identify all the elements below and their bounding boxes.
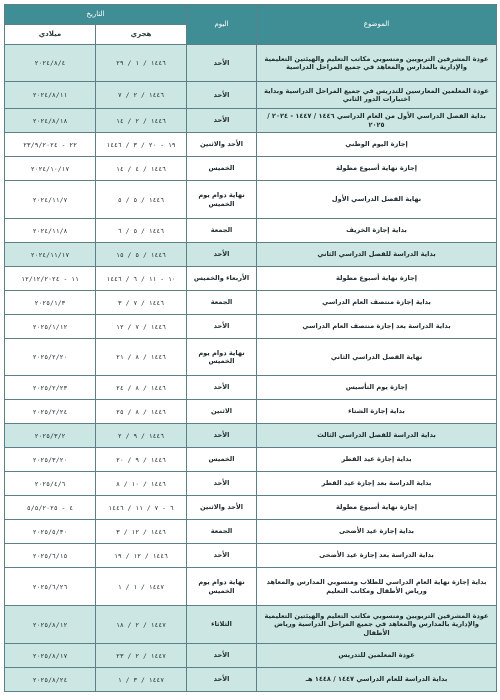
- gregorian-date-cell: ٢٠٢٥/٨/١٢: [5, 606, 96, 644]
- table-row: [5, 668, 497, 692]
- hijri-date-cell: ١٤٤٦ / ٤ / ١٤: [96, 157, 187, 181]
- day-cell: الخميس: [187, 157, 257, 181]
- gregorian-date-cell: ٢٠٢٥/٥/٣٠: [5, 520, 96, 544]
- day-cell: الجمعة: [187, 219, 257, 243]
- hijri-date-cell: ١٤٤٦ / ٨ / ٢٥: [96, 400, 187, 424]
- header-day: اليوم: [187, 5, 257, 45]
- event-cell: إجازة اليوم الوطني: [257, 133, 497, 157]
- table-row: [5, 339, 497, 376]
- hijri-date-cell: ١٤٤٦ / ١٢ / ٣: [96, 520, 187, 544]
- hijri-date-cell: ١٤٤٦ / ٢ / ٧: [96, 82, 187, 109]
- day-cell: الأحد: [187, 668, 257, 692]
- day-cell: الاثنين: [187, 400, 257, 424]
- header-hijri: هجري: [96, 25, 187, 45]
- gregorian-date-cell: ١١ - ١٢/١٢/٢٠٢٤: [5, 267, 96, 291]
- day-cell: الأحد: [187, 544, 257, 568]
- event-cell: إجازة نهاية أسبوع مطولة: [257, 267, 497, 291]
- table-row: [5, 568, 497, 606]
- academic-calendar-table: [4, 4, 497, 692]
- hijri-date-cell: ١٤٤٧ / ٢ / ٢٣: [96, 644, 187, 668]
- day-cell: الخميس: [187, 448, 257, 472]
- event-cell: بداية إجازة عيد الفطر: [257, 448, 497, 472]
- day-cell: الأحد: [187, 376, 257, 400]
- day-cell: الأحد: [187, 109, 257, 133]
- day-cell: الأحد: [187, 243, 257, 267]
- day-cell: نهاية دوام يوم الخميس: [187, 181, 257, 219]
- calendar-rows: [5, 45, 497, 692]
- event-cell: إجازة يوم التأسيس: [257, 376, 497, 400]
- day-cell: الأحد والاثنين: [187, 133, 257, 157]
- hijri-date-cell: ١٤٤٦ / ٨ / ٢٤: [96, 376, 187, 400]
- hijri-date-cell: ٦ - ٧ / ١١ / ١٤٤٦: [96, 496, 187, 520]
- day-cell: الأحد والاثنين: [187, 496, 257, 520]
- gregorian-date-cell: ٢٠٢٥/٣/٢: [5, 424, 96, 448]
- table-row: [5, 315, 497, 339]
- header-gregorian: ميلادي: [5, 25, 96, 45]
- table-row: [5, 181, 497, 219]
- event-cell: بداية إجازة الخريف: [257, 219, 497, 243]
- hijri-date-cell: ١٩ - ٢٠ / ٣ / ١٤٤٦: [96, 133, 187, 157]
- table-row: [5, 448, 497, 472]
- gregorian-date-cell: ٢٠٢٥/٢/٢٣: [5, 376, 96, 400]
- hijri-date-cell: ١٤٤٧ / ٢ / ١٨: [96, 606, 187, 644]
- hijri-date-cell: ١٤٤٦ / ٥ / ٦: [96, 219, 187, 243]
- day-cell: الأحد: [187, 472, 257, 496]
- event-cell: عودة المعلمين المعارسين للتدريس في جميع المراحل الدراسية وبداية اختبارات الدور الثاني: [257, 82, 497, 109]
- day-cell: الأحد: [187, 644, 257, 668]
- event-cell: نهاية الفصل الدراسي الأول: [257, 181, 497, 219]
- event-cell: بداية الدراسة للفصل الدراسي الثاني: [257, 243, 497, 267]
- hijri-date-cell: ١٤٤٦ / ٨ / ٢١: [96, 339, 187, 376]
- hijri-date-cell: ١٤٤٦ / ١ / ٢٩: [96, 45, 187, 82]
- gregorian-date-cell: ٢٠٢٥/٢/٢٤: [5, 400, 96, 424]
- table-row: [5, 82, 497, 109]
- event-cell: إجازة نهاية أسبوع مطولة: [257, 496, 497, 520]
- table-row: [5, 219, 497, 243]
- table-row: [5, 157, 497, 181]
- gregorian-date-cell: ٢٠٢٤/١٠/١٧: [5, 157, 96, 181]
- event-cell: بداية الفصل الدراسي الأول من العام الدراسي ١٤٤٦ / ١٤٤٧ - ٢٠٢٤ / ٢٠٢٥: [257, 109, 497, 133]
- event-cell: بداية الدراسة بعد إجازة عيد الفطر: [257, 472, 497, 496]
- gregorian-date-cell: ٢٠٢٤/٨/١٨: [5, 109, 96, 133]
- table-row: [5, 291, 497, 315]
- gregorian-date-cell: ٢٠٢٥/١/٣: [5, 291, 96, 315]
- hijri-date-cell: ١٤٤٧ / ١ / ١: [96, 568, 187, 606]
- day-cell: الأحد: [187, 424, 257, 448]
- event-cell: عودة المشرفين التربويين ومنسوبي مكاتب التعليم والهيئتين التعليمية والإدارية بالمدارس والمعاهد في جميع المراحل الدراسية ورياض الأطفال: [257, 606, 497, 644]
- table-row: [5, 544, 497, 568]
- event-cell: بداية الدراسة للفصل الدراسي الثالث: [257, 424, 497, 448]
- table-row: [5, 243, 497, 267]
- event-cell: بداية الدراسة بعد إجازة عيد الأضحى: [257, 544, 497, 568]
- table-row: [5, 424, 497, 448]
- event-cell: عودة المعلمين للتدريس: [257, 644, 497, 668]
- day-cell: الجمعة: [187, 291, 257, 315]
- hijri-date-cell: ١٤٤٦ / ٥ / ٥: [96, 181, 187, 219]
- gregorian-date-cell: ٢٠٢٥/٨/٢٤: [5, 668, 96, 692]
- event-cell: بداية الدراسة للعام الدراسي ١٤٤٧ / ١٤٤٨ هـ: [257, 668, 497, 692]
- event-cell: بداية إجازة نهاية العام الدراسي للطلاب ومنسوبي المدارس والمعاهد ورياض الأطفال ومكاتب التعليم: [257, 568, 497, 606]
- event-cell: عودة المشرفين التربويين ومنسوبي مكاتب التعليم والهيئتين التعليمية والإدارية بالمدارس والمعاهد في جميع المراحل الدراسية: [257, 45, 497, 82]
- header-date: التاريخ: [5, 5, 187, 25]
- hijri-date-cell: ١٤٤٦ / ٥ / ١٥: [96, 243, 187, 267]
- gregorian-date-cell: ٢٠٢٥/٨/١٧: [5, 644, 96, 668]
- table-row: [5, 267, 497, 291]
- hijri-date-cell: ١٤٤٦ / ١٢ / ١٩: [96, 544, 187, 568]
- gregorian-date-cell: ٢٠٢٥/٤/٦: [5, 472, 96, 496]
- gregorian-date-cell: ٢٠٢٤/٨/٤: [5, 45, 96, 82]
- event-cell: بداية إجازة عيد الأضحى: [257, 520, 497, 544]
- day-cell: الجمعة: [187, 520, 257, 544]
- table-row: [5, 520, 497, 544]
- table-row: [5, 496, 497, 520]
- gregorian-date-cell: ٢٠٢٤/١١/٨: [5, 219, 96, 243]
- hijri-date-cell: ١٤٤٦ / ٩ / ٢٠: [96, 448, 187, 472]
- gregorian-date-cell: ٢٠٢٥/٦/١٥: [5, 544, 96, 568]
- table-row: [5, 133, 497, 157]
- hijri-date-cell: ١٠ - ١١ / ٦ / ١٤٤٦: [96, 267, 187, 291]
- gregorian-date-cell: ٢٠٢٥/٢/٢٠: [5, 339, 96, 376]
- day-cell: نهاية دوام يوم الخميس: [187, 568, 257, 606]
- hijri-date-cell: ١٤٤٧ / ٣ / ١: [96, 668, 187, 692]
- day-cell: نهاية دوام يوم الخميس: [187, 339, 257, 376]
- table-row: [5, 400, 497, 424]
- day-cell: الأحد: [187, 82, 257, 109]
- day-cell: الثلاثاء: [187, 606, 257, 644]
- gregorian-date-cell: ٢٠٢٥/٦/٢٦: [5, 568, 96, 606]
- day-cell: الأحد: [187, 315, 257, 339]
- hijri-date-cell: ١٤٤٦ / ٧ / ٣: [96, 291, 187, 315]
- gregorian-date-cell: ٤ - ٥/٥/٢٠٢٥: [5, 496, 96, 520]
- hijri-date-cell: ١٤٤٦ / ٢ / ١٤: [96, 109, 187, 133]
- hijri-date-cell: ١٤٤٦ / ١٠ / ٨: [96, 472, 187, 496]
- day-cell: الأربعاء والخميس: [187, 267, 257, 291]
- table-row: [5, 376, 497, 400]
- event-cell: إجازة نهاية أسبوع مطولة: [257, 157, 497, 181]
- gregorian-date-cell: ٢٢ - ٢٣/٩/٢٠٢٤: [5, 133, 96, 157]
- table-row: [5, 109, 497, 133]
- table-row: [5, 472, 497, 496]
- day-cell: الأحد: [187, 45, 257, 82]
- hijri-date-cell: ١٤٤٦ / ٩ / ٢: [96, 424, 187, 448]
- gregorian-date-cell: ٢٠٢٥/٣/٢٠: [5, 448, 96, 472]
- event-cell: بداية الدراسة بعد إجازة منتصف العام الدراسي: [257, 315, 497, 339]
- table-row: [5, 45, 497, 82]
- gregorian-date-cell: ٢٠٢٤/٨/١١: [5, 82, 96, 109]
- gregorian-date-cell: ٢٠٢٤/١١/٧: [5, 181, 96, 219]
- hijri-date-cell: ١٤٤٦ / ٧ / ١٢: [96, 315, 187, 339]
- gregorian-date-cell: ٢٠٢٥/١/١٢: [5, 315, 96, 339]
- event-cell: بداية إجازة منتصف العام الدراسي: [257, 291, 497, 315]
- event-cell: نهاية الفصل الدراسي الثاني: [257, 339, 497, 376]
- table-row: [5, 606, 497, 644]
- gregorian-date-cell: ٢٠٢٤/١١/١٧: [5, 243, 96, 267]
- table-row: [5, 644, 497, 668]
- header-event: الموضوع: [257, 5, 497, 45]
- event-cell: بداية إجازة الشتاء: [257, 400, 497, 424]
